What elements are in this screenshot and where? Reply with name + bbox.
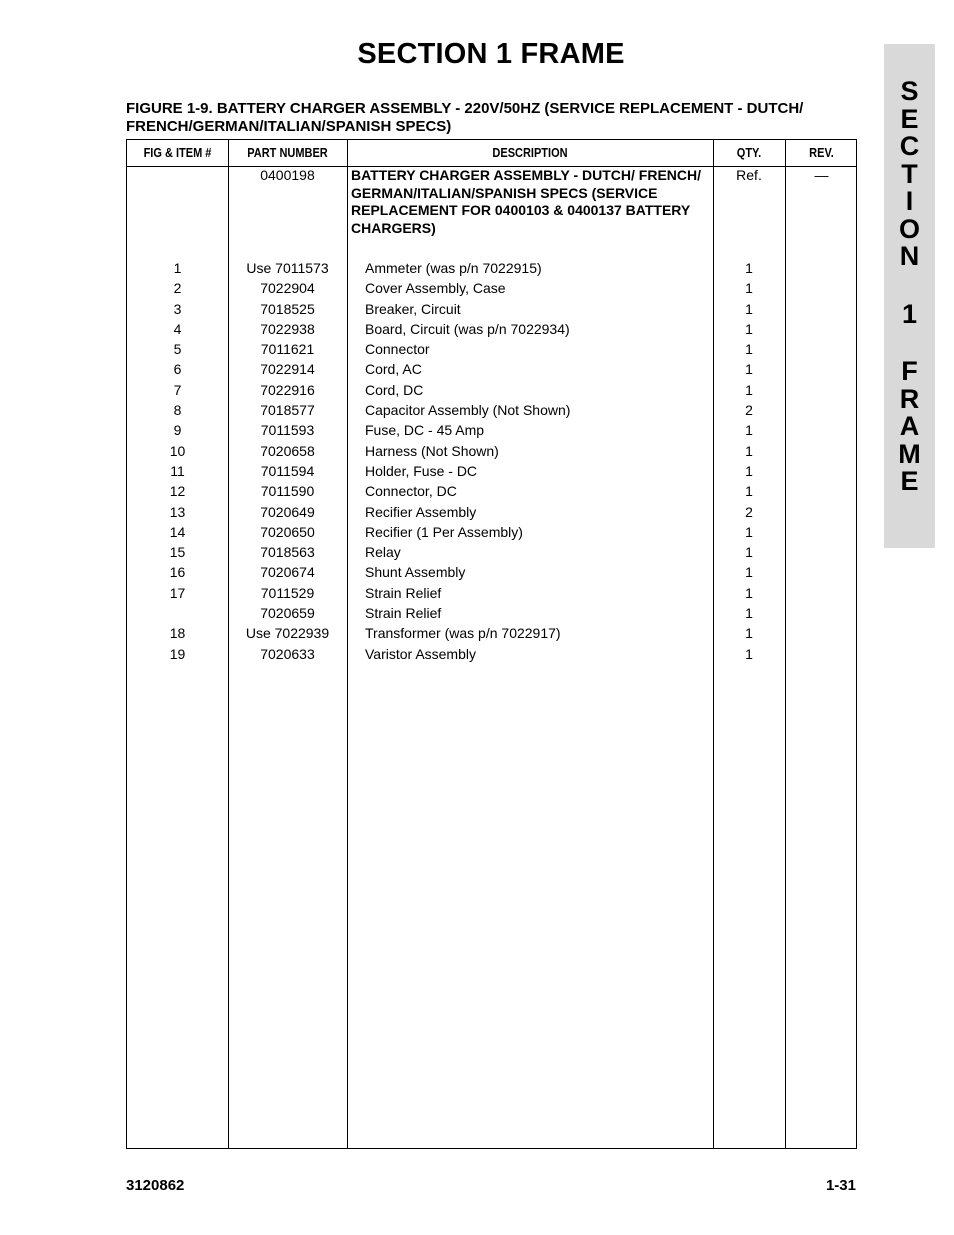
side-tab-letter: E — [900, 103, 919, 134]
fig-item-number: 1 — [173, 260, 182, 276]
part-description: Strain Relief — [365, 605, 442, 622]
table-row — [127, 502, 856, 522]
header-part-number: PART NUMBER — [247, 146, 328, 160]
fig-item-number: 14 — [169, 523, 186, 540]
header-fig-item: FIG & ITEM # — [143, 146, 212, 160]
section-title: SECTION 1 FRAME — [357, 38, 625, 70]
table-row — [127, 644, 856, 664]
side-tab-letter: O — [898, 213, 920, 244]
part-qty: 2 — [745, 503, 753, 520]
side-tab-letter: R — [899, 383, 920, 414]
table-row — [127, 420, 856, 440]
fig-item-number: 4 — [173, 320, 182, 337]
part-description: Breaker, Circuit — [365, 300, 461, 317]
part-description: Varistor Assembly — [365, 645, 476, 662]
fig-item-number: 11 — [170, 462, 185, 479]
part-qty: 1 — [745, 300, 753, 317]
table-row — [127, 481, 856, 501]
part-number: 7022914 — [260, 361, 315, 378]
part-description: Shunt Assembly — [365, 564, 466, 581]
part-description: Cord, DC — [365, 381, 424, 398]
part-description: Board, Circuit (was p/n 7022934) — [365, 320, 570, 337]
part-qty: 2 — [745, 402, 753, 419]
assembly-description: BATTERY CHARGER ASSEMBLY - DUTCH/ FRENCH/ GERMAN/ITALIAN/SPANISH SPECS (SERVICE REPLACEMENT FOR 0400103 & 0400137 BATTERY CHARGERS) — [351, 167, 702, 236]
fig-item-number: 9 — [173, 422, 182, 439]
part-qty: 1 — [745, 523, 753, 540]
side-tab-letter: C — [899, 131, 920, 161]
header-rev: REV. — [809, 146, 834, 160]
table-row — [127, 299, 856, 319]
side-tab-letters — [884, 78, 935, 496]
part-qty: 1 — [745, 544, 753, 561]
part-description: Relay — [365, 544, 401, 561]
table-row — [127, 319, 856, 339]
table-row — [127, 583, 856, 603]
fig-item-number: 15 — [169, 544, 186, 561]
table-row — [127, 339, 856, 359]
part-number: 7020649 — [260, 503, 315, 520]
part-number: 7022904 — [260, 280, 315, 297]
fig-item-number: 5 — [173, 341, 182, 358]
page-number: 1-31 — [825, 1177, 856, 1194]
part-number: 7011621 — [260, 341, 315, 358]
part-qty: 1 — [745, 361, 753, 378]
fig-item-number: 12 — [169, 483, 186, 500]
table-row — [127, 258, 856, 278]
part-description: Recifier Assembly — [365, 503, 477, 520]
part-qty: 1 — [745, 442, 753, 459]
part-number: 7022916 — [260, 381, 315, 398]
parts-table — [126, 139, 857, 1149]
side-tab-letter: 1 — [901, 298, 918, 329]
part-qty: 1 — [745, 260, 753, 276]
part-number: 7020633 — [260, 645, 315, 662]
part-qty: 1 — [745, 320, 753, 337]
part-number: Use 7022939 — [245, 625, 330, 642]
part-number: 7022938 — [260, 320, 315, 337]
part-description: Connector — [365, 341, 430, 358]
part-qty: 1 — [745, 625, 753, 642]
table-row — [127, 542, 856, 562]
part-qty: 1 — [745, 422, 753, 439]
parts-rows — [127, 258, 856, 664]
fig-item-number: 16 — [169, 564, 186, 581]
side-tab-letter: F — [901, 356, 918, 386]
part-description: Ammeter (was p/n 7022915) — [365, 260, 542, 276]
part-number: 7011590 — [260, 483, 315, 500]
table-row — [127, 441, 856, 461]
part-qty: 1 — [745, 462, 753, 479]
table-row — [127, 603, 856, 623]
part-number: 7011529 — [260, 584, 315, 601]
part-description: Strain Relief — [365, 584, 442, 601]
table-row — [127, 278, 856, 298]
fig-item-number: 17 — [169, 584, 186, 601]
part-number: 7018563 — [260, 544, 315, 561]
part-qty: 1 — [745, 381, 753, 398]
fig-item-number: 10 — [169, 442, 186, 459]
part-description: Recifier (1 Per Assembly) — [365, 523, 523, 540]
table-row — [127, 623, 856, 643]
assembly-part-number: 0400198 — [260, 167, 315, 183]
side-tab-letter — [884, 271, 935, 301]
part-qty: 1 — [745, 645, 753, 662]
side-tab-letter: E — [900, 466, 919, 496]
fig-item-number: 18 — [169, 625, 186, 642]
part-number: 7020658 — [260, 442, 315, 459]
table-row — [127, 400, 856, 420]
part-number: 7011594 — [260, 462, 315, 479]
part-qty: 1 — [745, 483, 753, 500]
side-tab-letter: S — [900, 76, 919, 106]
side-tab-letter: A — [899, 411, 920, 441]
part-description: Cover Assembly, Case — [365, 280, 506, 297]
part-number: 7020650 — [260, 523, 315, 540]
fig-item-number: 8 — [173, 402, 182, 419]
part-description: Cord, AC — [365, 361, 422, 378]
fig-item-number: 13 — [169, 503, 186, 520]
assembly-qty: Ref. — [736, 167, 762, 183]
part-qty: 1 — [745, 605, 753, 622]
side-tab-letter — [884, 328, 935, 358]
side-tab-letter: M — [898, 438, 921, 469]
part-number: 7011593 — [260, 422, 315, 439]
part-qty: 1 — [745, 584, 753, 601]
side-tab-letter: T — [901, 158, 918, 189]
part-number: Use 7011573 — [246, 260, 329, 276]
table-row — [127, 522, 856, 542]
part-description: Harness (Not Shown) — [365, 442, 499, 459]
part-qty: 1 — [745, 280, 753, 297]
part-number: 7020674 — [260, 564, 315, 581]
fig-item-number: 3 — [173, 300, 182, 317]
assembly-row — [127, 166, 856, 258]
part-description: Transformer (was p/n 7022917) — [365, 625, 561, 642]
header-qty: QTY. — [736, 146, 762, 160]
header-description: DESCRIPTION — [492, 146, 568, 160]
table-row — [127, 380, 856, 400]
table-row — [127, 359, 856, 379]
fig-item-number: 6 — [173, 361, 182, 378]
part-description: Fuse, DC - 45 Amp — [365, 422, 485, 439]
doc-number: 3120862 — [126, 1177, 185, 1194]
table-row — [127, 562, 856, 582]
part-number: 7020659 — [260, 605, 315, 622]
table-row — [127, 461, 856, 481]
assembly-rev: — — [814, 167, 829, 183]
section-side-tab — [884, 44, 935, 548]
part-description: Capacitor Assembly (Not Shown) — [365, 402, 571, 419]
figure-title: FIGURE 1-9. BATTERY CHARGER ASSEMBLY - 220V/50HZ (SERVICE REPLACEMENT - DUTCH/ FRENCH/GERMAN/ITALIAN/SPANISH SPECS) — [126, 100, 804, 135]
side-tab-letter: I — [905, 186, 914, 216]
fig-item-number: 7 — [173, 381, 182, 398]
fig-item-number: 2 — [173, 280, 182, 297]
part-qty: 1 — [745, 564, 753, 581]
part-qty: 1 — [745, 341, 753, 358]
part-number: 7018577 — [260, 402, 315, 419]
part-description: Connector, DC — [365, 483, 457, 500]
fig-item-number: 19 — [169, 645, 186, 662]
side-tab-letter: N — [899, 241, 920, 271]
part-number: 7018525 — [260, 300, 315, 317]
part-description: Holder, Fuse - DC — [365, 462, 478, 479]
